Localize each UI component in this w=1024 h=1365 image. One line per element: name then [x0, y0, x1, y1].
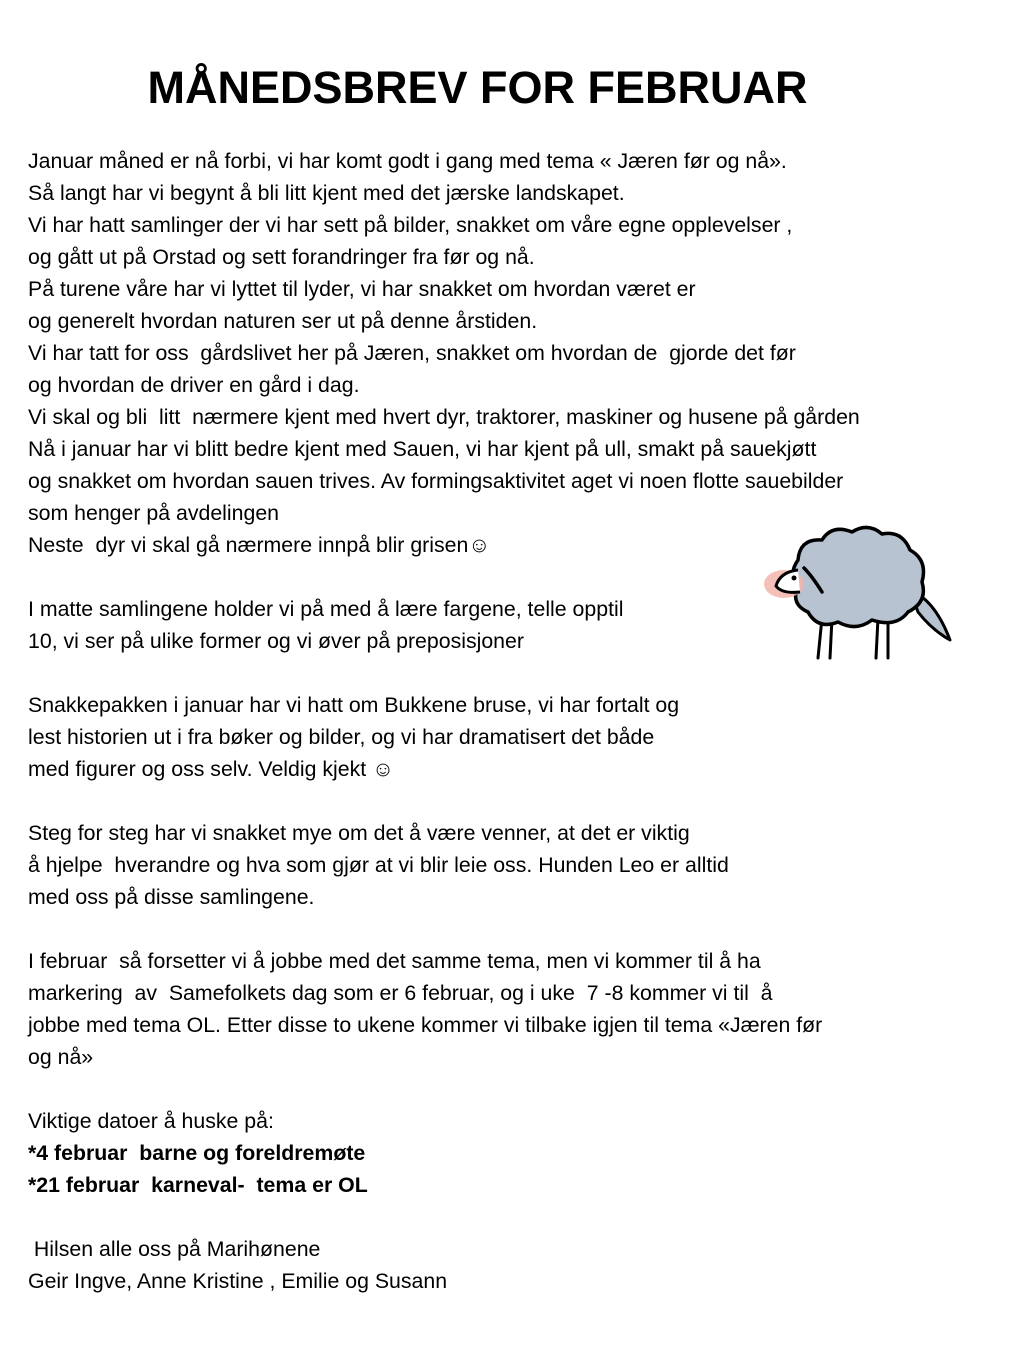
- text-line: Steg for steg har vi snakket mye om det å være venner, at det er viktig: [28, 821, 690, 845]
- text-line: 10, vi ser på ulike former og vi øver på preposisjoner: [28, 629, 524, 653]
- paragraph-language: [28, 689, 1018, 785]
- text-line: markering av Samefolkets dag som er 6 februar, og i uke 7 -8 kommer vi til å: [28, 981, 773, 1005]
- greeting: Hilsen alle oss på Marihønene: [28, 1237, 321, 1261]
- signature-names: Geir Ingve, Anne Kristine , Emilie og Susann: [28, 1269, 448, 1293]
- text-line: og nå»: [28, 1045, 94, 1069]
- text-line: Vi har tatt for oss gårdslivet her på Jæren, snakket om hvordan de gjorde det før: [28, 341, 796, 365]
- text-line: lest historien ut i fra bøker og bilder, og vi har dramatisert det både: [28, 725, 655, 749]
- signoff: [28, 1233, 1018, 1297]
- spacer: [28, 1201, 1018, 1233]
- text-line: med figurer og oss selv. Veldig kjekt ☺: [28, 757, 394, 781]
- date-item: *21 februar karneval- tema er OL: [28, 1173, 368, 1197]
- sheep-leg: [876, 618, 878, 658]
- text-line: med oss på disse samlingene.: [28, 885, 315, 909]
- text-line: Neste dyr vi skal gå nærmere innpå blir grisen☺: [28, 533, 491, 557]
- text-line: jobbe med tema OL. Etter disse to ukene kommer vi tilbake igjen til tema «Jæren før: [28, 1013, 823, 1037]
- text-line: å hjelpe hverandre og hva som gjør at vi blir leie oss. Hunden Leo er alltid: [28, 853, 729, 877]
- text-line: I matte samlingene holder vi på med å lære fargene, telle opptil: [28, 597, 624, 621]
- spacer: [28, 785, 1018, 817]
- text-line: Så langt har vi begynt å bli litt kjent med det jærske landskapet.: [28, 181, 625, 205]
- text-line: Nå i januar har vi blitt bedre kjent med Sauen, vi har kjent på ull, smakt på sauekjøtt: [28, 437, 817, 461]
- text-line: og snakket om hvordan sauen trives. Av formingsaktivitet aget vi noen flotte sauebilder: [28, 469, 844, 493]
- spacer: [28, 1073, 1018, 1105]
- important-dates: [28, 1105, 1018, 1201]
- text-line: Snakkepakken i januar har vi hatt om Bukkene bruse, vi har fortalt og: [28, 693, 680, 717]
- text-line: som henger på avdelingen: [28, 501, 280, 525]
- text-line: Vi skal og bli litt nærmere kjent med hvert dyr, traktorer, maskiner og husene på gården: [28, 405, 860, 429]
- sheep-icon: [760, 520, 960, 665]
- text-line: Januar måned er nå forbi, vi har komt godt i gang med tema « Jæren før og nå».: [28, 149, 787, 173]
- text-line: og generelt hvordan naturen ser ut på denne årstiden.: [28, 309, 538, 333]
- text-line: På turene våre har vi lyttet til lyder, vi har snakket om hvordan været er: [28, 277, 696, 301]
- dates-heading: Viktige datoer å huske på:: [28, 1109, 274, 1133]
- paragraph-intro: [28, 145, 1018, 561]
- text-line: og hvordan de driver en gård i dag.: [28, 373, 360, 397]
- date-item: *4 februar barne og foreldremøte: [28, 1141, 366, 1165]
- text-line: I februar så forsetter vi å jobbe med det samme tema, men vi kommer til å ha: [28, 949, 761, 973]
- text-line: Vi har hatt samlinger der vi har sett på bilder, snakket om våre egne opplevelser ,: [28, 213, 793, 237]
- paragraph-february: [28, 945, 1018, 1073]
- text-line: og gått ut på Orstad og sett forandringer fra før og nå.: [28, 245, 535, 269]
- paragraph-social: [28, 817, 1018, 913]
- page-title: MÅNEDSBREV FOR FEBRUAR: [147, 62, 808, 113]
- spacer: [28, 913, 1018, 945]
- sheep-eye: [792, 576, 797, 581]
- letter-body: [28, 145, 1018, 1297]
